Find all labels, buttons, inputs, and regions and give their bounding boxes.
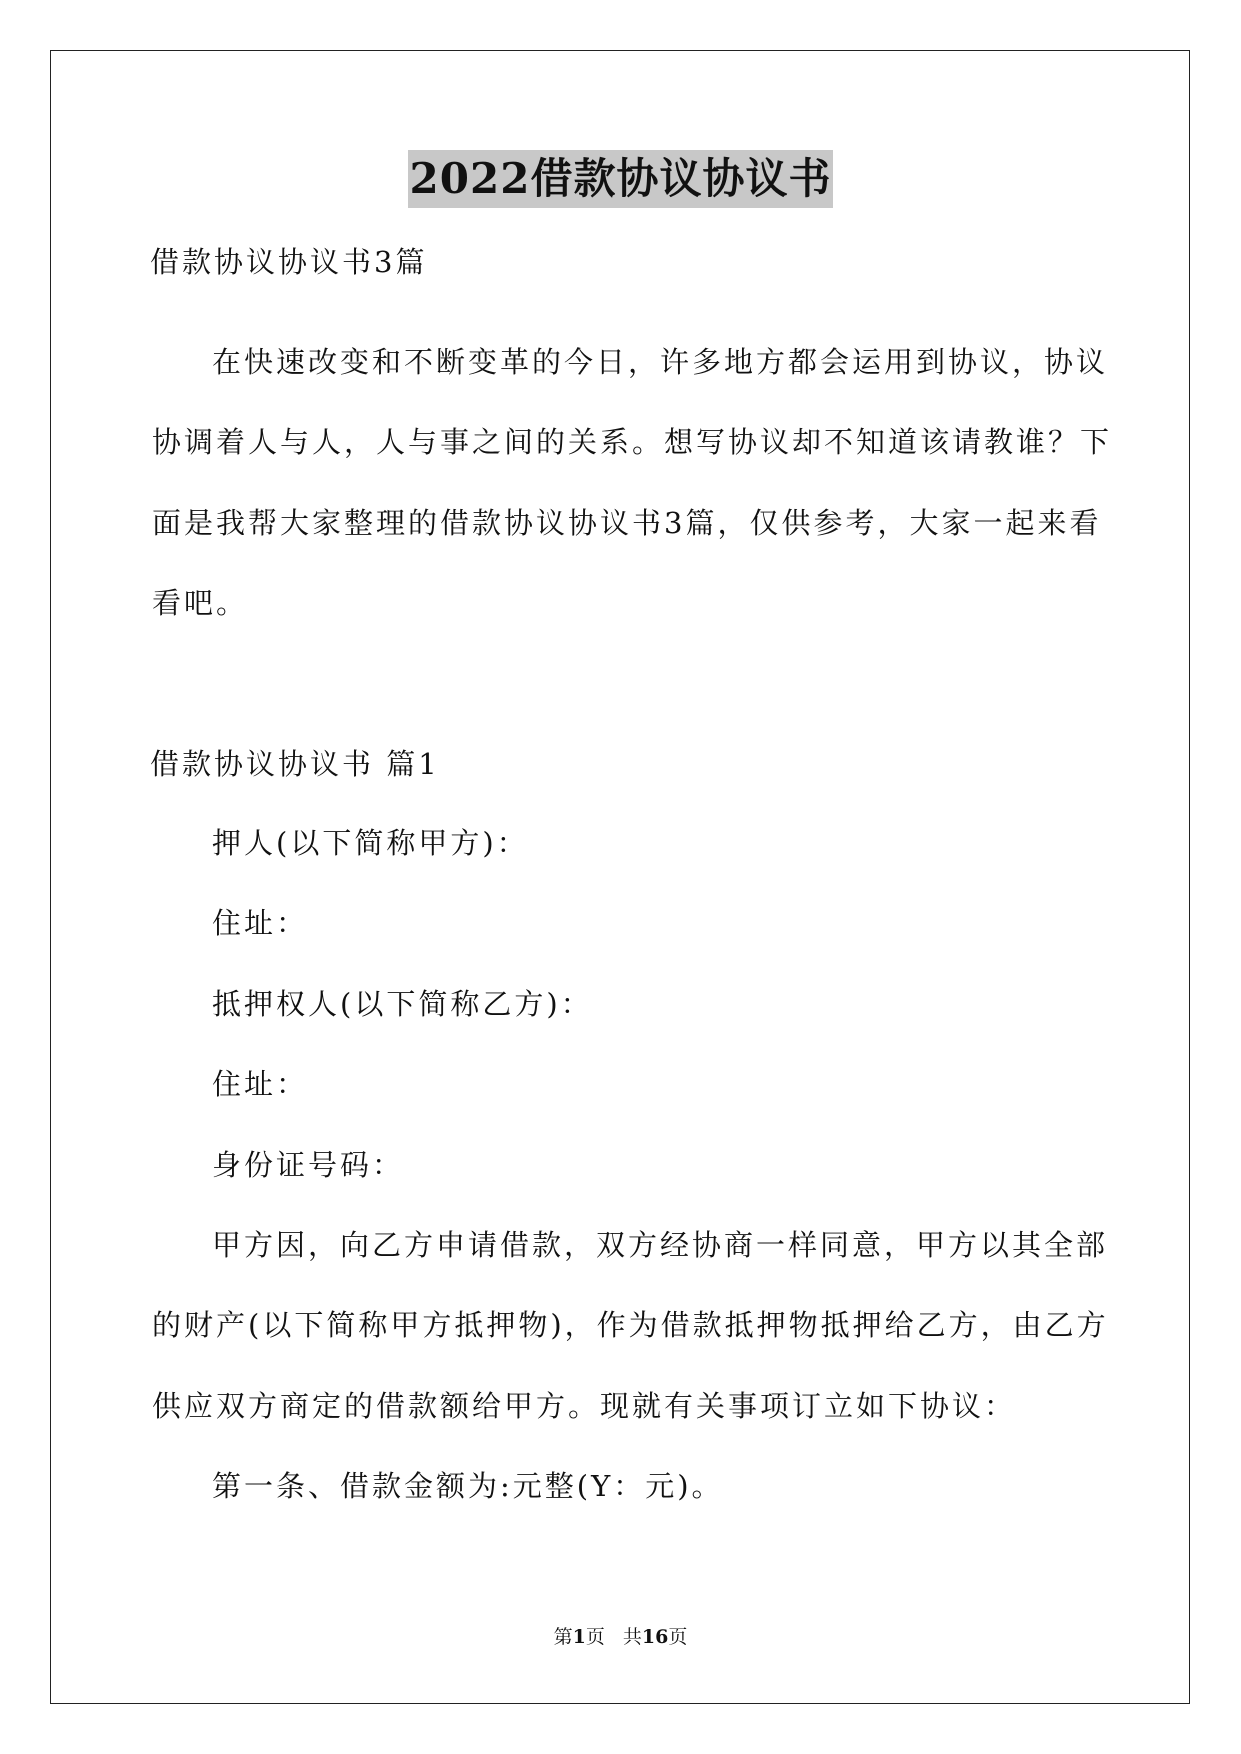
intro-line: 面是我帮大家整理的借款协议协议书3篇，仅供参考，大家一起来看 xyxy=(152,506,1102,540)
page-footer xyxy=(0,1624,1241,1650)
footer-total-prefix: 共 xyxy=(622,1626,642,1648)
page-border xyxy=(50,50,1190,1704)
title-container xyxy=(0,150,1241,208)
field-address: 住址： xyxy=(212,906,309,940)
body-line: 供应双方商定的借款额给甲方。现就有关事项订立如下协议： xyxy=(152,1389,1017,1423)
field-address: 住址： xyxy=(212,1067,309,1101)
article-1: 第一条、借款金额为:元整(Y：元)。 xyxy=(212,1469,724,1503)
document-title: 2022借款协议协议书 xyxy=(408,150,834,208)
intro-line: 看吧。 xyxy=(152,586,249,620)
footer-page-suffix: 页 xyxy=(585,1626,605,1648)
document-subtitle: 借款协议协议书3篇 xyxy=(150,245,428,279)
section-heading: 借款协议协议书 篇1 xyxy=(150,747,440,781)
field-mortgagee: 抵押权人(以下简称乙方)： xyxy=(212,987,593,1021)
field-mortgagor: 押人(以下简称甲方)： xyxy=(212,826,529,860)
footer-page-prefix: 第 xyxy=(553,1626,573,1648)
footer-page-current: 1 xyxy=(572,1626,586,1648)
body-line: 甲方因，向乙方申请借款，双方经协商一样同意，甲方以其全部 xyxy=(212,1228,1109,1262)
footer-total-suffix: 页 xyxy=(668,1626,688,1648)
field-id-number: 身份证号码： xyxy=(212,1148,405,1182)
intro-line: 协调着人与人，人与事之间的关系。想写协议却不知道该请教谁？下 xyxy=(152,425,1113,459)
intro-line: 在快速改变和不断变革的今日，许多地方都会运用到协议，协议 xyxy=(212,345,1109,379)
body-line: 的财产(以下简称甲方抵押物)，作为借款抵押物抵押给乙方，由乙方 xyxy=(152,1308,1109,1342)
footer-page-total: 16 xyxy=(641,1626,669,1648)
